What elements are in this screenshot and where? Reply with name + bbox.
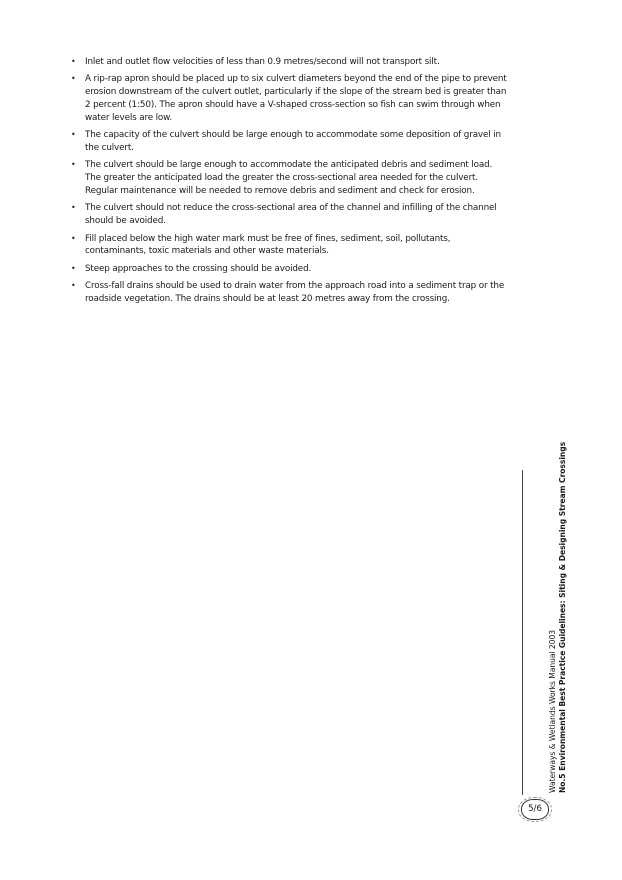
bullet-item: • The culvert should not reduce the cross-sectional area of the channel and infilling of the channel should be avoided. xyxy=(68,202,508,228)
guideline-title: No.5 Environmental Best Practice Guidelines: Siting & Designing Stream Crossings xyxy=(558,441,567,793)
bullet-item: • A rip-rap apron should be placed up to six culvert diameters beyond the end of the pipe to prevent erosion downstream of the culvert outlet, particularly if the slope of the stream bed is greater than 2 percent (1:50). The apron should have a V-shaped cross-section so fish can swim through when water levels are low. xyxy=(68,73,508,124)
bullet-item: • The capacity of the culvert should be large enough to accommodate some deposition of gravel in the culvert. xyxy=(68,129,508,155)
sidebar-divider xyxy=(522,470,523,795)
bullet-list xyxy=(68,56,508,310)
running-footer-text xyxy=(548,442,568,793)
page-number-badge: 5/6 xyxy=(521,799,549,820)
bullet-item: • Fill placed below the high water mark must be free of fines, sediment, soil, pollutants, contaminants, toxic materials and other waste materials. xyxy=(68,233,508,259)
bullet-item: • The culvert should be large enough to accommodate the anticipated debris and sediment load. The greater the anticipated load the greater the cross-sectional area needed for the culvert. Regular maintenance will be needed to remove debris and sediment and check for erosion. xyxy=(68,159,508,197)
bullet-item: • Cross-fall drains should be used to drain water from the approach road into a sediment trap or the roadside vegetation. The drains should be at least 20 metres away from the crossing. xyxy=(68,280,508,306)
bullet-item: • Inlet and outlet flow velocities of less than 0.9 metres/second will not transport silt. xyxy=(68,56,508,69)
manual-title: Waterways & Wetlands Works Manual 2003 xyxy=(548,629,557,793)
bullet-item: • Steep approaches to the crossing should be avoided. xyxy=(68,263,508,276)
